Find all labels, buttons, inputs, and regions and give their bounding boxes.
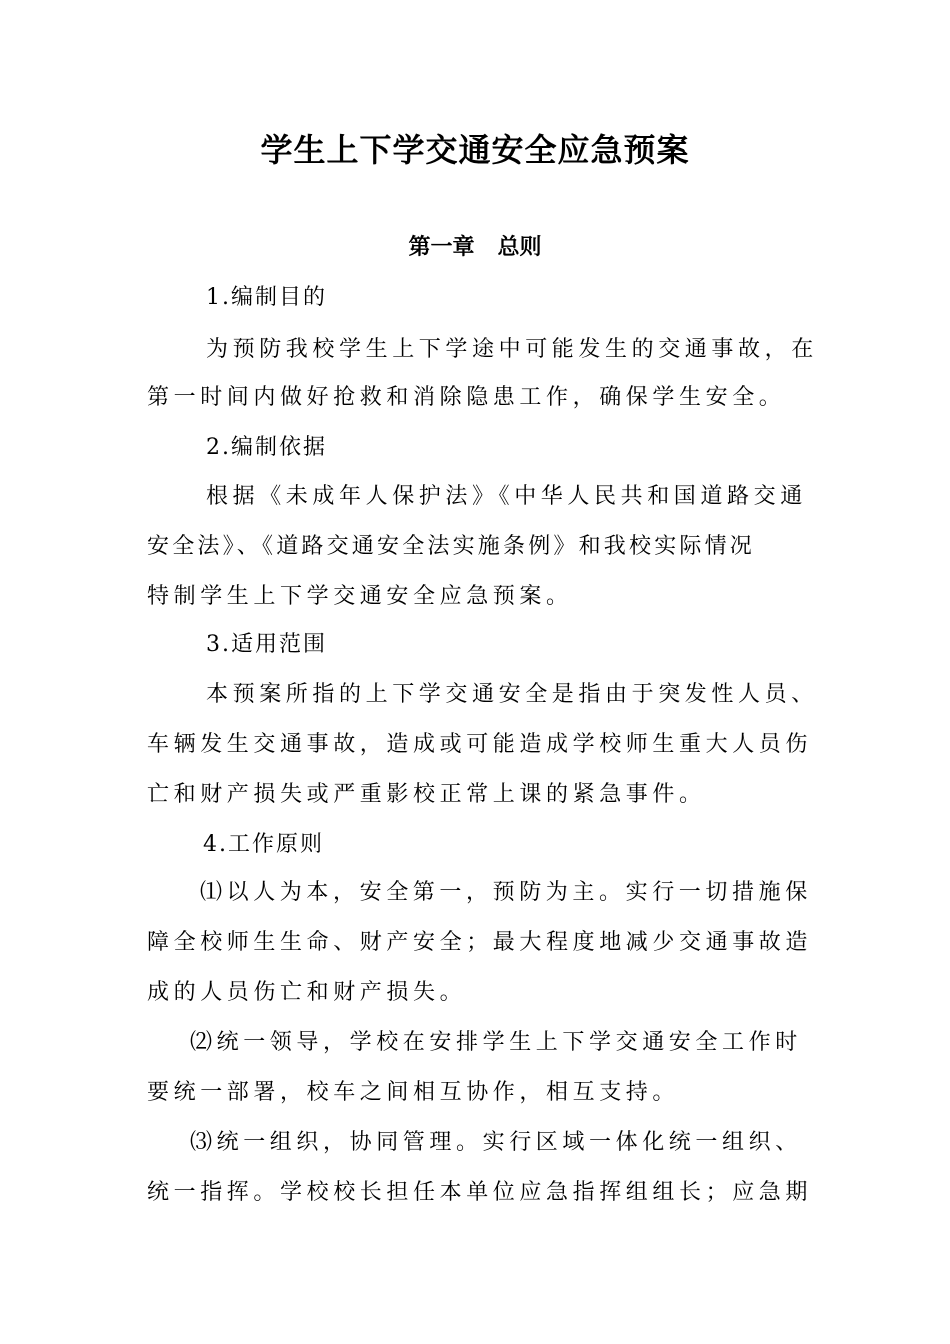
principle-line: 要统一部署，校车之间相互协作，相互支持。 [147,1080,680,1105]
section-heading-purpose: 1.编制目的 [206,285,327,310]
principle-line: 成的人员伤亡和财产损失。 [147,980,467,1005]
document-title: 学生上下学交通安全应急预案 [260,131,690,169]
paragraph-line: 根据《未成年人保护法》《中华人民共和国道路交通 [206,484,807,509]
principle-line: ⑶统一组织，协同管理。实行区域一体化统一组织、 [190,1130,802,1155]
paragraph-line: 第一时间内做好抢救和消除隐患工作，确保学生安全。 [147,385,786,410]
principle-line: 统一指挥。学校校长担任本单位应急指挥组组长；应急期 [147,1180,813,1205]
paragraph-line: 为预防我校学生上下学途中可能发生的交通事故，在 [206,337,818,362]
paragraph-line: 车辆发生交通事故，造成或可能造成学校师生重大人员伤 [147,732,813,757]
principle-line: ⑴以人为本，安全第一，预防为主。实行一切措施保 [200,880,812,905]
section-heading-principles: 4.工作原则 [203,832,324,857]
section-heading-basis: 2.编制依据 [206,435,327,460]
paragraph-line: 安全法》、《道路交通安全法实施条例》和我校实际情况 [147,534,756,559]
principle-line: ⑵统一领导，学校在安排学生上下学交通安全工作时 [190,1030,802,1055]
section-heading-scope: 3.适用范围 [206,632,327,657]
paragraph-line: 亡和财产损失或严重影校正常上课的紧急事件。 [147,782,706,807]
chapter-heading: 第一章 总则 [408,235,542,260]
principle-line: 障全校师生生命、财产安全；最大程度地减少交通事故造 [147,930,813,955]
paragraph-line: 特制学生上下学交通安全应急预案。 [147,584,573,609]
paragraph-line: 本预案所指的上下学交通安全是指由于突发性人员、 [206,682,818,707]
